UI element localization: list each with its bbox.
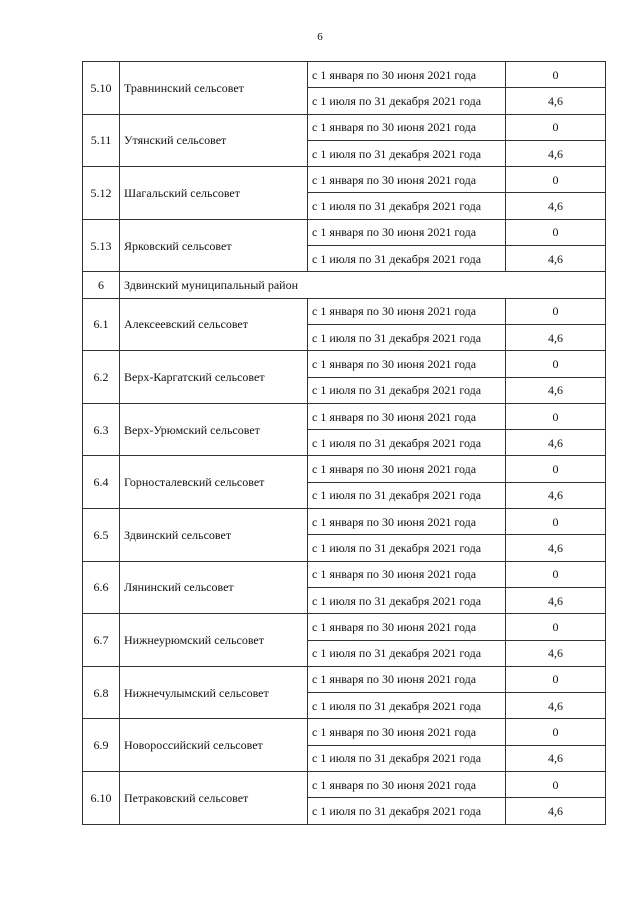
period-second-half: с 1 июля по 31 декабря 2021 года: [308, 88, 506, 114]
value-second-half: 4,6: [506, 482, 606, 508]
council-name: Алексеевский сельсовет: [120, 298, 308, 351]
table-row: [83, 167, 606, 193]
period-second-half: с 1 июля по 31 декабря 2021 года: [308, 587, 506, 613]
table-row: [83, 62, 606, 88]
value-first-half: 0: [506, 167, 606, 193]
row-number: 5.13: [83, 219, 120, 272]
value-first-half: 0: [506, 666, 606, 692]
page-number: 6: [317, 31, 323, 43]
period-second-half: с 1 июля по 31 декабря 2021 года: [308, 140, 506, 166]
council-name: Нижнеурюмский сельсовет: [120, 614, 308, 667]
period-first-half: с 1 января по 30 июня 2021 года: [308, 114, 506, 140]
period-second-half: с 1 июля по 31 декабря 2021 года: [308, 482, 506, 508]
value-first-half: 0: [506, 219, 606, 245]
value-second-half: 4,6: [506, 140, 606, 166]
table-row: [83, 219, 606, 245]
period-second-half: с 1 июля по 31 декабря 2021 года: [308, 193, 506, 219]
period-first-half: с 1 января по 30 июня 2021 года: [308, 666, 506, 692]
row-number: 6.1: [83, 298, 120, 351]
table-row: [83, 614, 606, 640]
tariff-table: [82, 61, 606, 825]
table-row: [83, 114, 606, 140]
period-first-half: с 1 января по 30 июня 2021 года: [308, 456, 506, 482]
value-first-half: 0: [506, 772, 606, 798]
value-first-half: 0: [506, 298, 606, 324]
period-second-half: с 1 июля по 31 декабря 2021 года: [308, 430, 506, 456]
period-second-half: с 1 июля по 31 декабря 2021 года: [308, 324, 506, 350]
council-name: Верх-Урюмский сельсовет: [120, 403, 308, 456]
row-number: 6.2: [83, 351, 120, 404]
district-row: [83, 272, 606, 298]
value-first-half: 0: [506, 351, 606, 377]
period-first-half: с 1 января по 30 июня 2021 года: [308, 403, 506, 429]
period-second-half: с 1 июля по 31 декабря 2021 года: [308, 693, 506, 719]
row-number: 6.7: [83, 614, 120, 667]
value-second-half: 4,6: [506, 587, 606, 613]
value-second-half: 4,6: [506, 430, 606, 456]
table-row: [83, 719, 606, 745]
period-second-half: с 1 июля по 31 декабря 2021 года: [308, 535, 506, 561]
value-first-half: 0: [506, 719, 606, 745]
value-second-half: 4,6: [506, 324, 606, 350]
value-second-half: 4,6: [506, 535, 606, 561]
row-number: 6.5: [83, 509, 120, 562]
value-first-half: 0: [506, 509, 606, 535]
council-name: Петраковский сельсовет: [120, 772, 308, 825]
row-number: 6.6: [83, 561, 120, 614]
council-name: Горносталевский сельсовет: [120, 456, 308, 509]
period-second-half: с 1 июля по 31 декабря 2021 года: [308, 377, 506, 403]
period-first-half: с 1 января по 30 июня 2021 года: [308, 719, 506, 745]
row-number: 6.8: [83, 666, 120, 719]
value-second-half: 4,6: [506, 693, 606, 719]
council-name: Ярковский сельсовет: [120, 219, 308, 272]
council-name: Лянинский сельсовет: [120, 561, 308, 614]
period-first-half: с 1 января по 30 июня 2021 года: [308, 614, 506, 640]
period-second-half: с 1 июля по 31 декабря 2021 года: [308, 745, 506, 771]
council-name: Верх-Каргатский сельсовет: [120, 351, 308, 404]
table-row: [83, 666, 606, 692]
row-number: 6.4: [83, 456, 120, 509]
row-number: 5.10: [83, 62, 120, 115]
council-name: Нижнечулымский сельсовет: [120, 666, 308, 719]
table-row: [83, 351, 606, 377]
row-number: 5.12: [83, 167, 120, 220]
table-row: [83, 509, 606, 535]
council-name: Шагальский сельсовет: [120, 167, 308, 220]
value-first-half: 0: [506, 561, 606, 587]
period-second-half: с 1 июля по 31 декабря 2021 года: [308, 246, 506, 272]
value-first-half: 0: [506, 456, 606, 482]
period-first-half: с 1 января по 30 июня 2021 года: [308, 509, 506, 535]
period-first-half: с 1 января по 30 июня 2021 года: [308, 62, 506, 88]
value-second-half: 4,6: [506, 88, 606, 114]
district-name: Здвинский муниципальный район: [120, 272, 606, 298]
table-row: [83, 298, 606, 324]
value-second-half: 4,6: [506, 640, 606, 666]
period-first-half: с 1 января по 30 июня 2021 года: [308, 351, 506, 377]
row-number: 5.11: [83, 114, 120, 167]
table-row: [83, 561, 606, 587]
council-name: Утянский сельсовет: [120, 114, 308, 167]
table-row: [83, 772, 606, 798]
council-name: Травнинский сельсовет: [120, 62, 308, 115]
value-second-half: 4,6: [506, 377, 606, 403]
value-first-half: 0: [506, 114, 606, 140]
table-row: [83, 456, 606, 482]
tariff-table-body: [83, 62, 606, 825]
period-first-half: с 1 января по 30 июня 2021 года: [308, 561, 506, 587]
value-second-half: 4,6: [506, 193, 606, 219]
period-first-half: с 1 января по 30 июня 2021 года: [308, 298, 506, 324]
value-second-half: 4,6: [506, 246, 606, 272]
value-first-half: 0: [506, 62, 606, 88]
period-second-half: с 1 июля по 31 декабря 2021 года: [308, 798, 506, 824]
row-number: 6.10: [83, 772, 120, 825]
table-row: [83, 403, 606, 429]
period-first-half: с 1 января по 30 июня 2021 года: [308, 219, 506, 245]
value-second-half: 4,6: [506, 798, 606, 824]
row-number: 6.9: [83, 719, 120, 772]
value-second-half: 4,6: [506, 745, 606, 771]
period-second-half: с 1 июля по 31 декабря 2021 года: [308, 640, 506, 666]
row-number: 6: [83, 272, 120, 298]
council-name: Новороссийский сельсовет: [120, 719, 308, 772]
value-first-half: 0: [506, 614, 606, 640]
period-first-half: с 1 января по 30 июня 2021 года: [308, 167, 506, 193]
row-number: 6.3: [83, 403, 120, 456]
council-name: Здвинский сельсовет: [120, 509, 308, 562]
value-first-half: 0: [506, 403, 606, 429]
period-first-half: с 1 января по 30 июня 2021 года: [308, 772, 506, 798]
